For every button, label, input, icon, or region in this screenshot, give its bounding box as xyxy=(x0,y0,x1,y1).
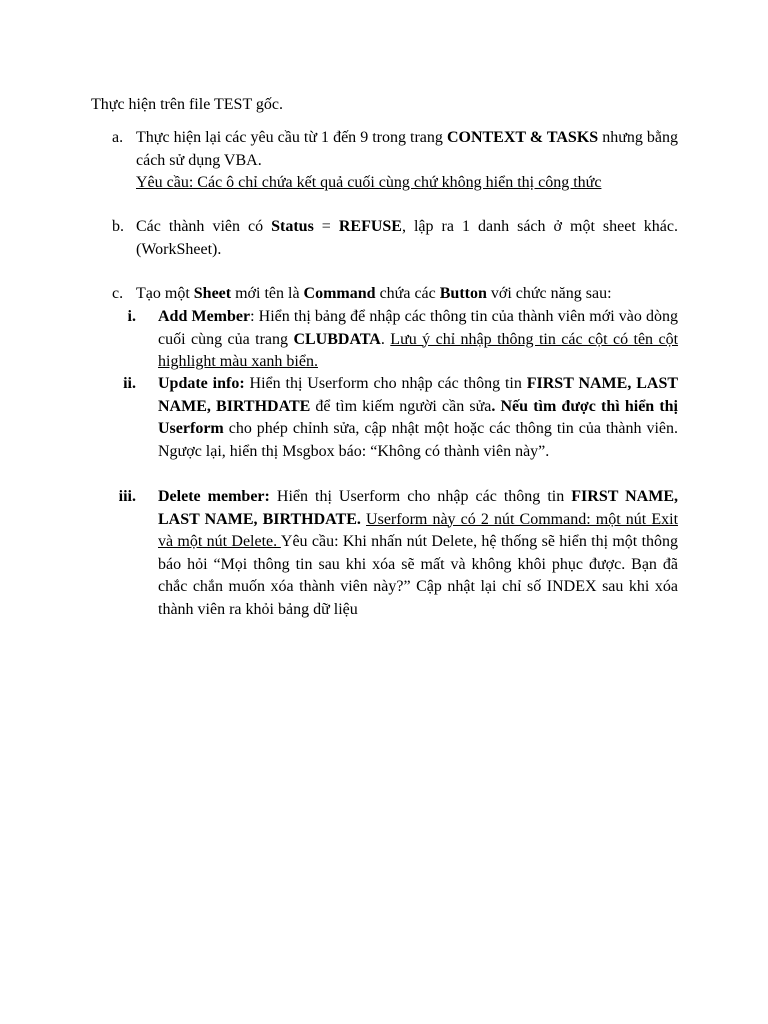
list-item-c xyxy=(112,283,678,306)
item-text: Tạo một xyxy=(136,285,194,302)
list-item-body xyxy=(136,127,678,195)
item-text: để tìm kiếm người cần sửa xyxy=(310,397,492,415)
item-bold-text: FIRST NAME, LAST NAME, BIRTHDATE. xyxy=(158,488,679,528)
item-text: : Hiển thị bảng để nhập các thông tin của thành viên mới vào dòng cuối cùng của trang xyxy=(158,308,678,348)
item-text: Các thành viên có xyxy=(136,218,272,235)
item-text: = xyxy=(313,218,339,235)
sublist-item-i xyxy=(112,306,678,374)
item-bold-text: Command xyxy=(303,285,376,302)
item-bold-text: Status xyxy=(271,218,314,235)
item-bold-text: . Nếu tìm được thì hiển thị Userform xyxy=(158,397,679,437)
item-underlined-note: Yêu cầu: Các ô chỉ chứa kết quả cuối cùng chứ không hiển thị công thức xyxy=(136,174,602,191)
item-text: nhưng bằng cách sử dụng VBA. xyxy=(136,129,678,169)
sublist-marker: ii. xyxy=(123,375,136,392)
intro-text: Thực hiện trên file TEST gốc. xyxy=(91,96,284,113)
list-marker: c. xyxy=(112,285,124,302)
item-text: Hiển thị Userform cho nhập các thông tin xyxy=(244,375,527,392)
item-bold-text: FIRST NAME, LAST NAME, BIRTHDATE xyxy=(158,375,679,415)
item-text: , lập ra 1 danh sách ở một sheet khác. (WorkSheet). xyxy=(136,218,678,258)
item-bold-text: Update info: xyxy=(158,375,245,392)
list-item-a xyxy=(112,127,678,195)
item-bold-text: Button xyxy=(439,285,487,302)
item-text: Hiển thị Userform cho nhập các thông tin xyxy=(269,488,572,505)
sublist-marker: i. xyxy=(127,308,136,325)
item-text: với chức năng sau: xyxy=(486,285,612,302)
sublist-item-body xyxy=(158,486,678,621)
intro-paragraph xyxy=(91,94,681,117)
item-bold-text: Sheet xyxy=(193,285,232,302)
item-bold-text: Add Member xyxy=(158,308,251,325)
sublist-item-body xyxy=(158,306,678,374)
item-bold-text: REFUSE xyxy=(338,218,402,235)
list-item-b xyxy=(112,216,678,261)
sublist-item-ii xyxy=(112,373,678,463)
list-marker: a. xyxy=(112,129,124,146)
list-marker: b. xyxy=(112,218,124,235)
list-item-body xyxy=(136,216,678,261)
item-bold-text: CLUBDATA xyxy=(293,330,381,348)
item-underlined-note: Lưu ý chỉ nhập thông tin các cột có tên cột highlight màu xanh biển. xyxy=(158,330,679,370)
item-text: chứa các xyxy=(375,285,440,302)
item-bold-text: CONTEXT & TASKS xyxy=(446,129,599,146)
list-item-body xyxy=(136,283,678,306)
item-text: cho phép chỉnh sửa, cập nhật một hoặc các thông tin của thành viên. Ngược lại, hiển thị Msgbox báo: “Không có thành viên này”. xyxy=(158,420,678,460)
item-bold-text: Delete member: xyxy=(158,488,270,505)
sublist-item-iii xyxy=(112,486,678,621)
sublist-marker: iii. xyxy=(118,488,136,505)
sublist-item-body xyxy=(158,373,678,463)
item-text: mới tên là xyxy=(231,285,304,302)
item-underlined-note: Userform này có 2 nút Command: một nút Exit và một nút Delete. xyxy=(158,510,679,550)
item-text: Yêu cầu: Khi nhấn nút Delete, hệ thống sẽ hiển thị một thông báo hỏi “Mọi thông tin sau khi xóa sẽ mất và không khôi phục được. Bạn đã chắc chắn muốn xóa thành viên này?” Cập nhật lại chỉ số INDEX sau khi xóa thành viên ra khỏi bảng dữ liệu xyxy=(158,533,679,618)
item-text: . xyxy=(380,330,391,348)
item-text: Thực hiện lại các yêu cầu từ 1 đến 9 trong trang xyxy=(136,129,447,146)
